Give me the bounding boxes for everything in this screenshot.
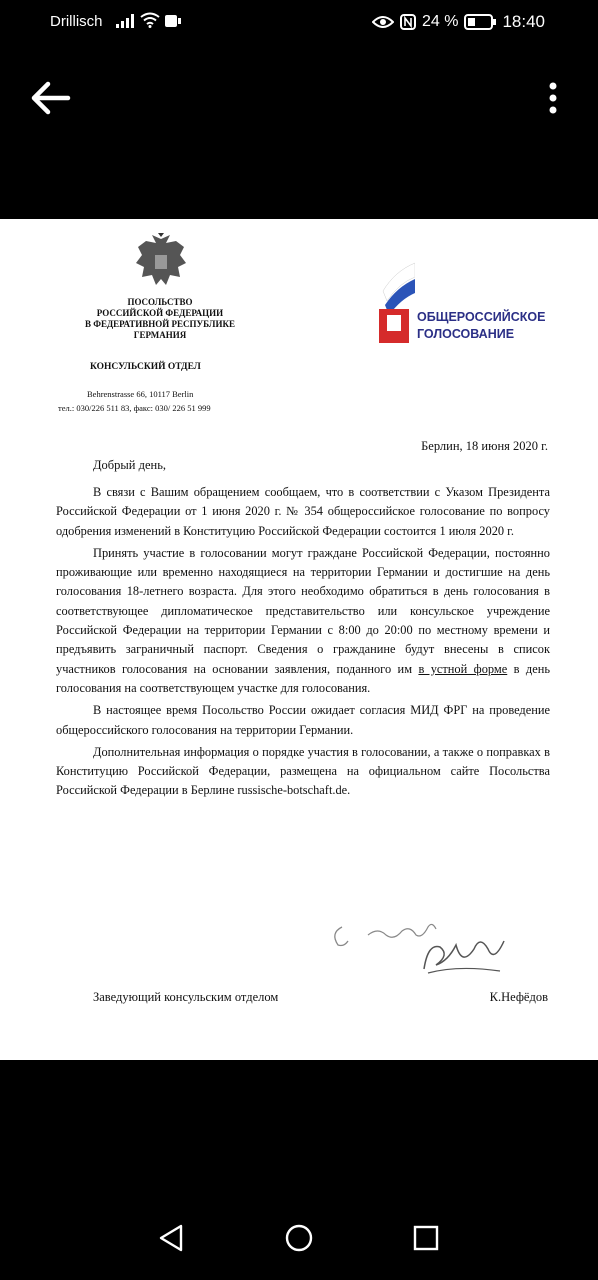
system-nav-bar: [0, 1205, 598, 1280]
paragraph-text: Принять участие в голосовании могут граждане Российской Федерации, постоянно проживающие или временно находящиеся на территории Германии и достигшие на день голосования 18-летнего возраста. Для этого необходимо обратиться в день голосования в соответствующее дипломатическое представительство или консульское учреждение Российской Федерации на территории Германии с 8:00 до 20:00 по местному времени и предъявить заграничный паспорт. Сведения о гражданине будут внесены в список участников голосования на основании заявления, поданного им: [56, 545, 550, 676]
embassy-line: ПОСОЛЬСТВО: [127, 297, 193, 307]
more-options-icon[interactable]: [538, 78, 568, 122]
department-title: КОНСУЛЬСКИЙ ОТДЕЛ: [90, 362, 201, 372]
battery-icon: [464, 14, 496, 30]
nav-back-icon[interactable]: [157, 1223, 185, 1253]
message-icon: [165, 15, 181, 27]
ballot-flag-icon: [375, 249, 415, 349]
handwritten-signature: [328, 913, 518, 983]
coat-of-arms-icon: [132, 233, 190, 293]
nav-home-icon[interactable]: [284, 1223, 314, 1253]
contacts: тел.: 030/226 511 83, факс: 030/ 226 51 999: [58, 403, 211, 413]
signal-icon: [116, 14, 134, 28]
letter-body: [56, 483, 550, 804]
letter-date: Берлин, 18 июня 2020 г.: [421, 439, 548, 453]
embassy-name: [60, 297, 260, 341]
clock: 18:40: [502, 12, 546, 31]
logo-line: ОБЩЕРОССИЙСКОЕ: [417, 310, 546, 324]
underlined-text: в устной форме: [418, 661, 508, 676]
paragraph: Дополнительная информация о порядке участия в голосовании, а также о поправках в Конституцию Российской Федерации, размещена на официальном сайте Посольства Российской Федерации в Берлине russische-botschaft.de.: [56, 744, 550, 798]
paragraph: В связи с Вашим обращением сообщаем, что в соответствии с Указом Президента Российской Федерации от 1 июня 2020 г. № 354 общероссийское голосование по вопросу одобрения изменений в Конституцию Российской Федерации состоится 1 июля 2020 г.: [56, 485, 550, 538]
signatory-position: Заведующий консульским отделом: [93, 990, 279, 1004]
logo-line: ГОЛОСОВАНИЕ: [417, 327, 515, 341]
signatory-name: К.Нефёдов: [489, 990, 548, 1004]
paragraph: [56, 544, 550, 698]
carrier-label: Drillisch: [50, 13, 103, 30]
nfc-icon: [400, 14, 416, 30]
app-toolbar: [0, 60, 598, 140]
back-arrow-icon[interactable]: [30, 78, 74, 118]
address: Behrenstrasse 66, 10117 Berlin: [87, 389, 194, 399]
status-bar: [0, 0, 598, 44]
vote-logo: [375, 249, 550, 349]
paragraph-text: в день голосования на соответствующем участке для голосования.: [56, 661, 550, 695]
eye-icon: [372, 15, 394, 29]
wifi-icon: [140, 12, 160, 28]
letter-image: [0, 219, 598, 1060]
embassy-line: РОССИЙСКОЙ ФЕДЕРАЦИИ: [96, 308, 224, 318]
battery-percent: 24 %: [422, 13, 459, 30]
embassy-line: ГЕРМАНИЯ: [133, 330, 187, 340]
nav-recents-icon[interactable]: [412, 1223, 440, 1253]
paragraph: В настоящее время Посольство России ожидает согласия МИД ФРГ на проведение общероссийского голосования на территории Германии.: [56, 703, 550, 737]
vote-logo-text: [417, 309, 545, 343]
embassy-line: В ФЕДЕРАТИВНОЙ РЕСПУБЛИКЕ: [84, 319, 236, 329]
right-status: [372, 12, 545, 32]
greeting: Добрый день,: [93, 458, 167, 472]
